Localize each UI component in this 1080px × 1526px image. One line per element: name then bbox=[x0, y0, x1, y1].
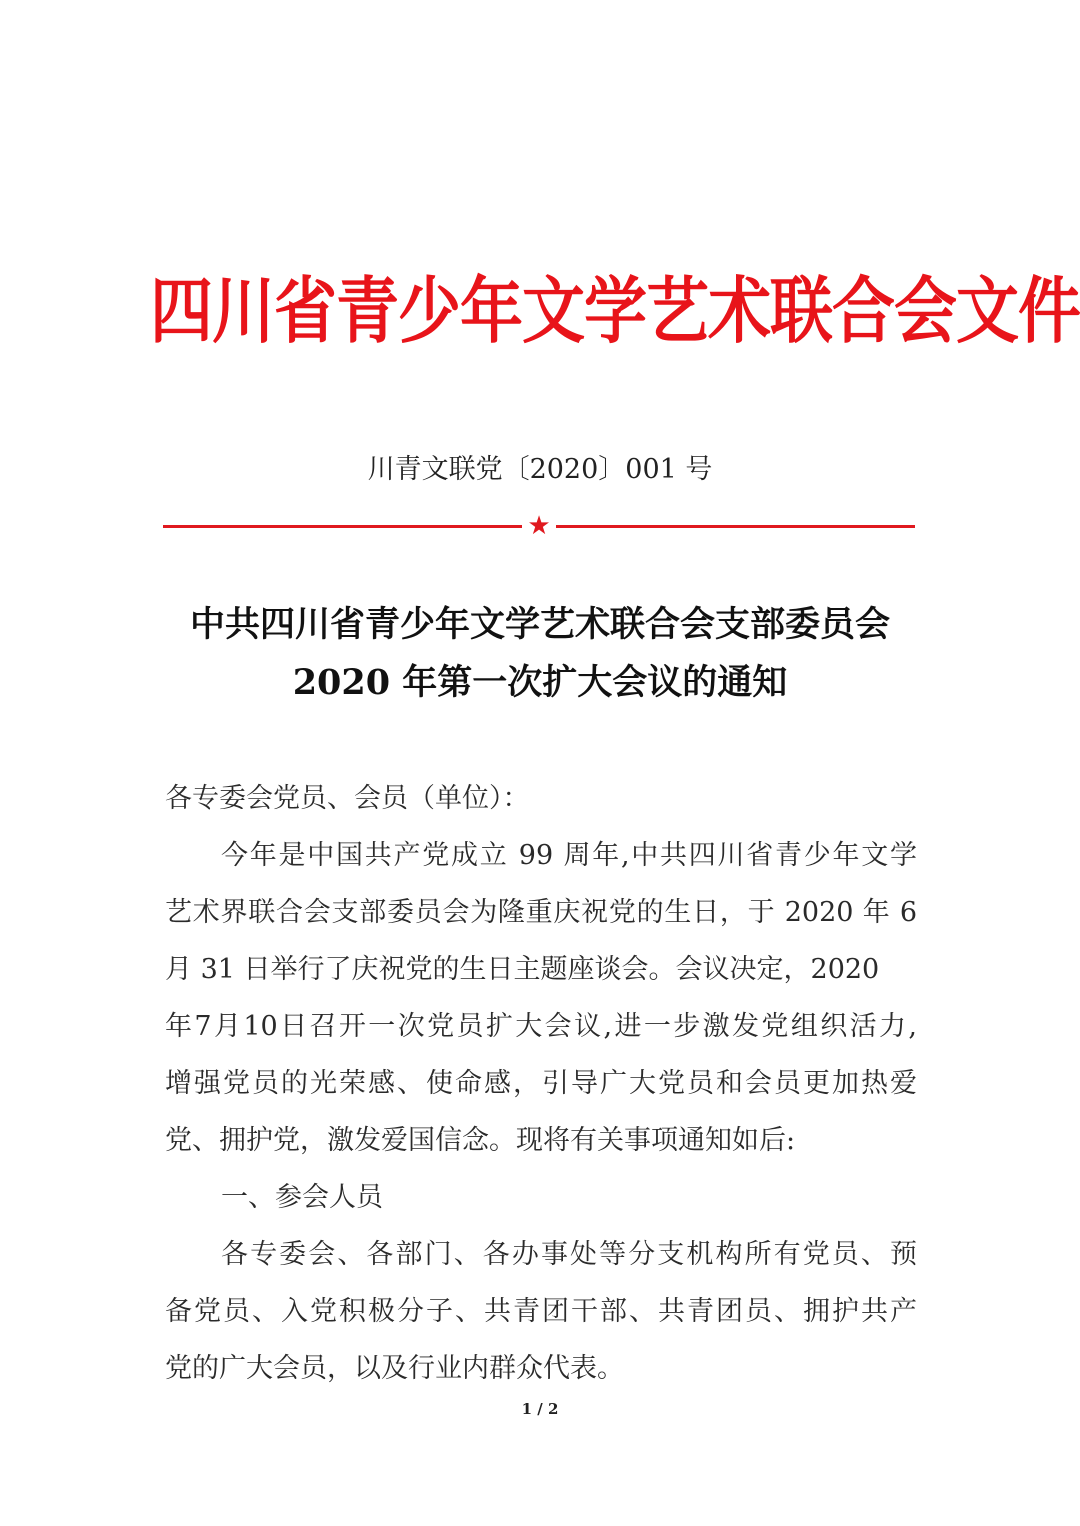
body-line: 艺术界联合会支部委员会为隆重庆祝党的生日，于 2020 年 6 bbox=[165, 897, 917, 928]
notice-title-line-1: 中共四川省青少年文学艺术联合会支部委员会 bbox=[189, 604, 890, 645]
body-line: 今年是中国共产党成立 99 周年,中共四川省青少年文学 bbox=[221, 840, 917, 871]
body-line: 党、拥护党，激发爱国信念。现将有关事项通知如后: bbox=[165, 1125, 796, 1156]
body-line: 增强党员的光荣感、使命感，引导广大党员和会员更加热爱 bbox=[165, 1068, 917, 1099]
divider-line-right bbox=[556, 525, 915, 528]
divider-line-left bbox=[163, 525, 522, 528]
document-number: 川青文联党〔2020〕001 号 bbox=[367, 454, 713, 485]
red-divider bbox=[163, 511, 915, 543]
notice-title-line-2: 2020 年第一次扩大会议的通知 bbox=[292, 662, 788, 703]
page-number: 1 / 2 bbox=[521, 1400, 559, 1418]
notice-body bbox=[165, 770, 917, 1397]
body-line: 年7月10日召开一次党员扩大会议,进一步激发党组织活力, bbox=[165, 1011, 917, 1042]
body-line: 各专委会、各部门、各办事处等分支机构所有党员、预 bbox=[221, 1239, 917, 1270]
body-line: 党的广大会员，以及行业内群众代表。 bbox=[165, 1353, 624, 1384]
body-line: 月 31 日举行了庆祝党的生日主题座谈会。会议决定，2020 bbox=[165, 954, 880, 985]
salutation: 各专委会党员、会员（单位）： bbox=[165, 783, 530, 814]
body-line: 备党员、入党积极分子、共青团干部、共青团员、拥护共产 bbox=[165, 1296, 917, 1327]
star-icon: ★ bbox=[527, 511, 551, 541]
org-file-header: 四川省青少年文学艺术联合会文件 bbox=[150, 269, 1080, 354]
notice-title bbox=[165, 596, 915, 712]
section-heading: 一、参会人员 bbox=[221, 1182, 383, 1213]
